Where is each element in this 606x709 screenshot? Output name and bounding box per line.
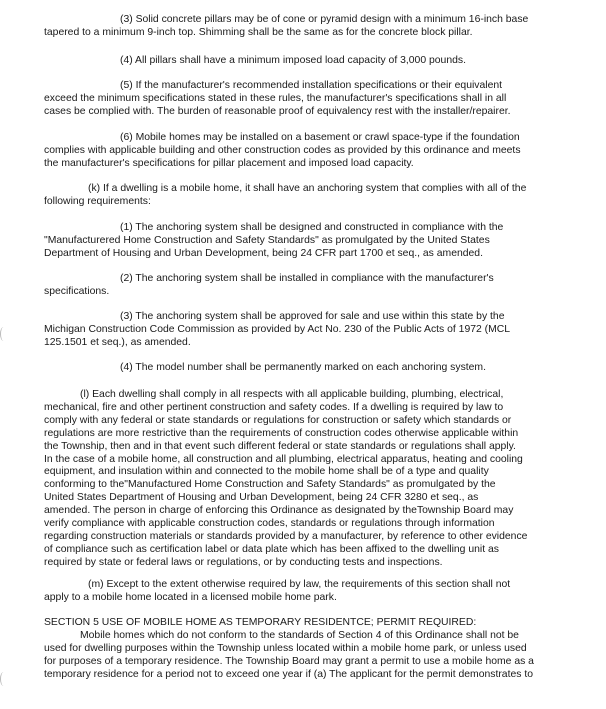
text-line: Michigan Construction Code Commission as provided by Act No. 230 of the Public Acts of 1972 (MCL [44,323,511,335]
section-heading: SECTION 5 USE OF MOBILE HOME AS TEMPORARY RESIDENTCE; PERMIT REQUIRED: [44,617,477,628]
text-line: conforming to the"Manufactured Home Construction and Safety Standards" as promulgated by the [44,479,496,491]
text-line: (3) Solid concrete pillars may be of cone or pyramid design with a minimum 16-inch base [120,14,529,25]
text-line: tapered to a minimum 9-inch top. Shimming shall be the same as for the concrete block pillar. [44,26,473,38]
text-line: amended. The person in charge of enforcing this Ordinance as designated by theTownship Board may [44,505,514,517]
text-line: (3) The anchoring system shall be approved for sale and use within this state by the [120,311,505,322]
text-line: Department of Housing and Urban Development, being 24 CFR part 1700 et seq., as amended. [44,247,483,259]
text-line: (k) If a dwelling is a mobile home, it shall have an anchoring system that complies with all of the [88,183,527,194]
paragraph-pillar-4 [44,55,572,68]
paragraph-anchoring-1 [44,222,572,261]
text-line: temporary residence for a period not to exceed one year if (a) The applicant for the permit demonstrates to [44,668,534,680]
text-line: (l) Each dwelling shall comply in all respects with all applicable building, plumbing, electrical, [80,389,504,400]
paragraph-k-anchoring [44,183,572,209]
punch-hole-mark [0,327,7,341]
text-line: complies with applicable building and other construction codes as provided by this ordinance and meets [44,144,521,156]
text-line: (5) If the manufacturer's recommended installation specifications or their equivalent [120,80,503,91]
text-line: mechanical, fire and other pertinent construction and safety codes. If a dwelling is required by law to [44,401,504,413]
text-line: apply to a mobile home located in a licensed mobile home park. [44,591,337,603]
text-line: (m) Except to the extent otherwise required by law, the requirements of this section shall not [88,579,511,590]
text-line: 125.1501 et seq.), as amended. [44,336,191,348]
text-line: (2) The anchoring system shall be installed in compliance with the manufacturer's [120,273,494,284]
text-line: regulations are more restrictive than the requirements of construction codes otherwise applicable within [44,427,519,439]
text-line: "Manufacturered Home Construction and Safety Standards" as promulgated by the United States [44,234,490,246]
text-line: (1) The anchoring system shall be designed and constructed in compliance with the [120,222,504,233]
paragraph-anchoring-2 [44,273,572,299]
text-line: the Township, then and in that event such different federal or state standards or regulations shall apply. [44,440,516,452]
text-line: Mobile homes which do not conform to the standards of Section 4 of this Ordinance shall not be [80,629,519,641]
paragraph-pillar-3 [44,14,572,40]
punch-hole-mark [0,672,7,686]
paragraph-m-exception [44,579,572,605]
text-line: comply with any federal or state standards or regulations for construction or safety which standards or [44,414,512,426]
paragraph-l-codes [44,389,572,570]
text-line: equipment, and insulation within and connected to the mobile home shall be of a type and quality [44,466,489,478]
text-line: (6) Mobile homes may be installed on a basement or crawl space-type if the foundation [120,132,520,143]
text-line: specifications. [44,285,110,297]
paragraph-pillar-6 [44,132,572,171]
text-line: for purposes of a temporary residence. The Township Board may grant a permit to use a mobile home as a [44,655,534,667]
paragraph-anchoring-4 [44,362,572,375]
text-line: cases be complied with. The burden of reasonable proof of equivalency rest with the installer/repairer. [44,105,511,117]
paragraph-anchoring-3 [44,311,572,350]
paragraph-pillar-5 [44,80,572,119]
text-line: In the case of a mobile home, all construction and all plumbing, electrical apparatus, heating and cooling [44,453,523,465]
text-line: the manufacturer's specifications for pillar placement and imposed load capacity. [44,157,414,169]
text-line: used for dwelling purposes within the Township unless located within a mobile home park, or unless used [44,642,527,654]
text-line: exceed the minimum specifications stated in these rules, the manufacturer's specifications shall in all [44,92,507,104]
section-5 [44,617,572,682]
text-line: (4) All pillars shall have a minimum imposed load capacity of 3,000 pounds. [120,55,466,66]
text-line: verify compliance with applicable construction codes, standards or regulations through information [44,518,495,530]
text-line: (4) The model number shall be permanently marked on each anchoring system. [120,362,486,373]
text-line: of compliance such as certification label or data plate which has been affixed to the dwelling unit as [44,543,499,555]
text-line: following requirements: [44,195,151,207]
text-line: United States Department of Housing and Urban Development, being 24 CFR 3280 et seq., as [44,492,479,504]
text-line: regarding construction materials or standards provided by a manufacturer, by reference to other evidence [44,530,528,542]
text-line: required by state or federal laws or regulations, or by conducting tests and inspections. [44,556,443,568]
